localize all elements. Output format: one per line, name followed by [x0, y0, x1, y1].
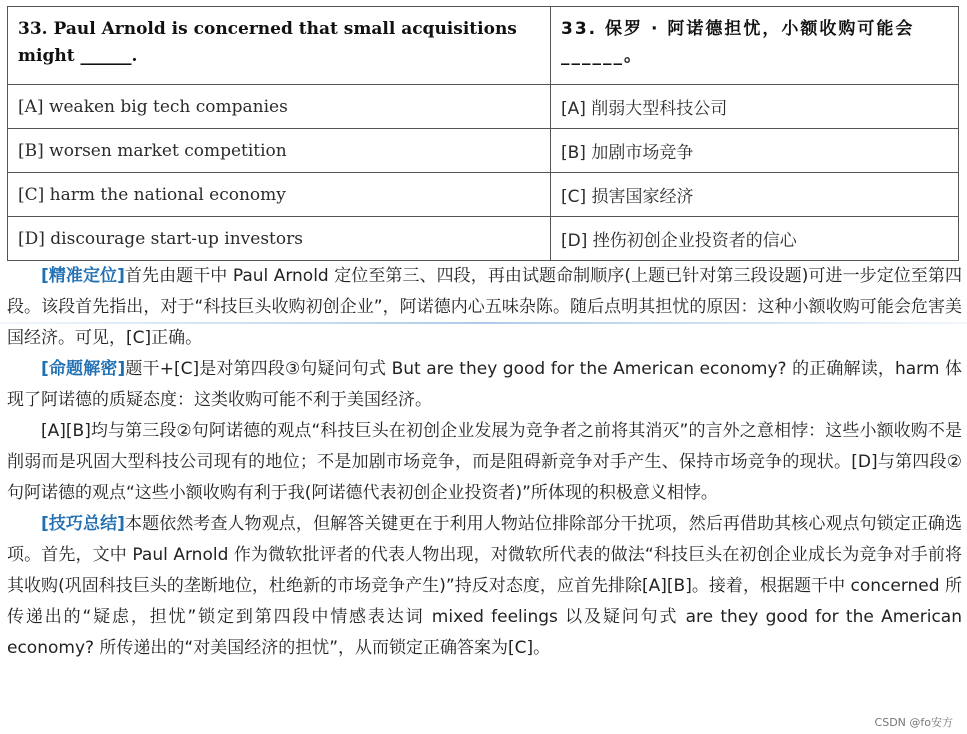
option-d-zh: [D] 挫伤初创企业投资者的信心 [551, 217, 959, 261]
option-b-zh: [B] 加剧市场竞争 [551, 129, 959, 173]
option-a-en: [A] weaken big tech companies [8, 85, 551, 129]
section-tag: [精准定位] [41, 266, 125, 286]
option-c-en: [C] harm the national economy [8, 173, 551, 217]
question-table [7, 6, 959, 261]
paragraph-text: [A][B]均与第三段②句阿诺德的观点“科技巨头在初创企业发展为竞争者之前将其消灭”的言外之意相悖：这些小额收购不是削弱而是巩固大型科技公司现有的地位；不是加剧市场竞争，而是阻碍新竞争对手产生、保持市场竞争的现状。[D]与第四段②句阿诺德的观点“这些小额收购有利于我(阿诺德代表初创企业投资者)”所体现的积极意义相悖。 [7, 421, 962, 503]
option-row [8, 85, 959, 129]
option-d-en: [D] discourage start-up investors [8, 217, 551, 261]
paragraph-text: 首先由题干中 Paul Arnold 定位至第三、四段，再由试题命制顺序(上题已针对第三段设题)可进一步定位至第四段。该段首先指出，对于“科技巨头收购初创企业”，阿诺德内心五味杂陈。随后点明其担忧的原因：这种小额收购可能会危害美国经济。可见，[C]正确。 [7, 266, 962, 348]
option-a-zh: [A] 削弱大型科技公司 [551, 85, 959, 129]
section-tag: [命题解密] [41, 359, 126, 379]
paragraph-text: 本题依然考查人物观点，但解答关键更在于利用人物站位排除部分干扰项，然后再借助其核心观点句锁定正确选项。首先，文中 Paul Arnold 作为微软批评者的代表人物出现，对微软所代表的做法“科技巨头在初创企业成长为竞争对手前将其收购(巩固科技巨头的垄断地位，杜绝新的市场竞争产生)”持反对态度，应首先排除[A][B]。接着，根据题干中 concerned 所传递出的“疑虑，担忧”锁定到第四段中情感表达词 mixed feelings 以及疑问句式 are they good for the American economy? 所传递出的“对美国经济的担忧”，从而锁定正确答案为[C]。 [7, 514, 962, 658]
watermark: CSDN @fo安方 [874, 716, 953, 729]
analysis-paragraph-positioning [7, 261, 962, 354]
paragraph-text: 题干+[C]是对第四段③句疑问句式 But are they good for the American economy? 的正确解读，harm 体现了阿诺德的质疑态度：这类收购可能不利于美国经济。 [7, 359, 962, 410]
option-row [8, 173, 959, 217]
analysis-paragraph-distractors [7, 416, 962, 509]
analysis-paragraph-summary [7, 509, 962, 664]
section-tag: [技巧总结] [41, 514, 125, 534]
question-zh: 33. 保罗 · 阿诺德担忧，小额收购可能会______。 [551, 7, 959, 85]
option-row [8, 129, 959, 173]
analysis-section [7, 261, 962, 664]
option-b-en: [B] worsen market competition [8, 129, 551, 173]
analysis-paragraph-decoding [7, 354, 962, 416]
option-c-zh: [C] 损害国家经济 [551, 173, 959, 217]
question-row [8, 7, 959, 85]
question-en: 33. Paul Arnold is concerned that small acquisitions might ______. [8, 7, 551, 85]
option-row [8, 217, 959, 261]
